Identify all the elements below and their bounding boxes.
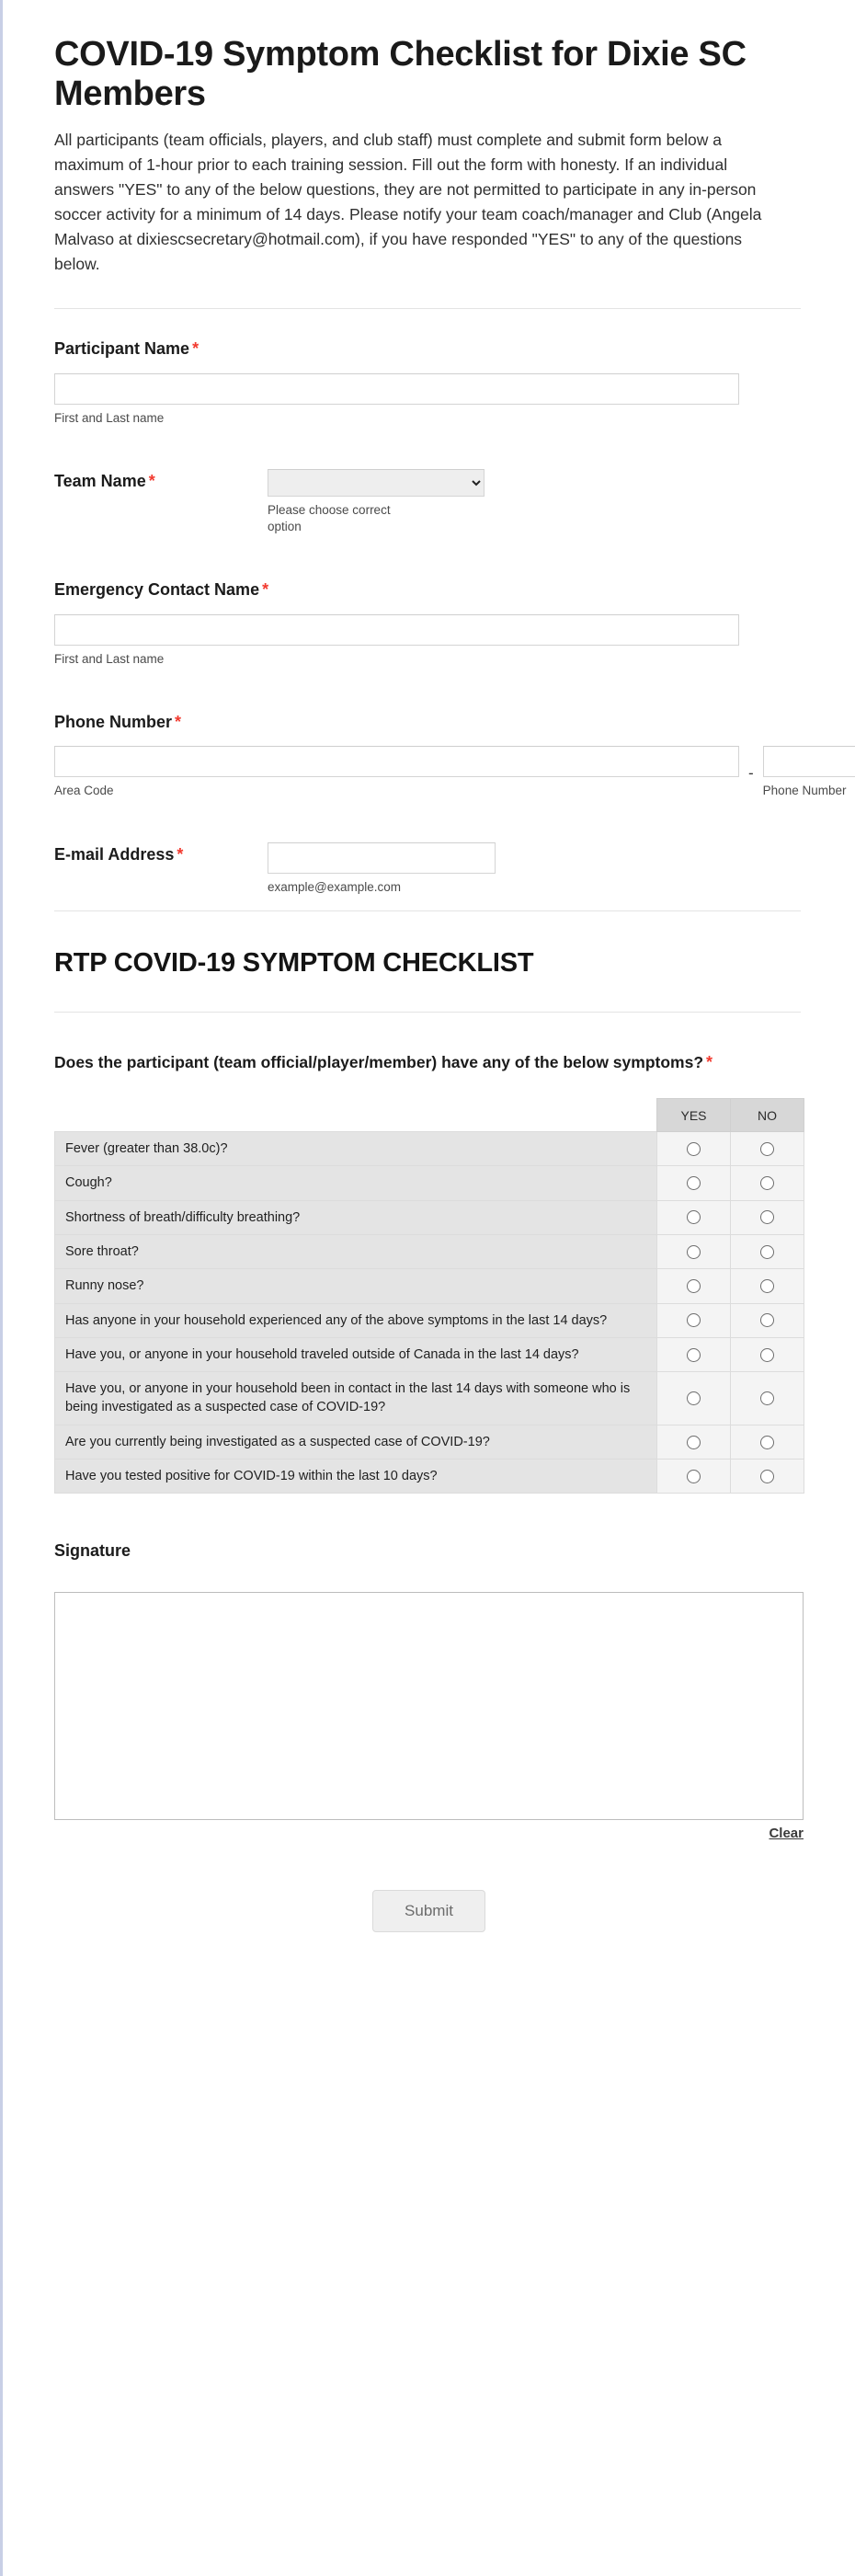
radio-yes-icon[interactable] xyxy=(687,1313,701,1327)
symptom-question-text: Has anyone in your household experienced any of the above symptoms in the last 14 days? xyxy=(55,1303,657,1337)
radio-yes-icon[interactable] xyxy=(687,1142,701,1156)
radio-cell-no[interactable] xyxy=(731,1166,804,1200)
field-phone-number xyxy=(54,682,847,815)
symptom-checklist-table xyxy=(54,1098,804,1494)
required-asterisk: * xyxy=(148,471,155,490)
radio-cell-yes[interactable] xyxy=(657,1234,731,1268)
phone-area-code-input[interactable] xyxy=(54,746,739,777)
submit-button[interactable]: Submit xyxy=(372,1890,485,1932)
table-row xyxy=(55,1132,804,1166)
phone-area-code-hint: Area Code xyxy=(54,784,114,798)
radio-cell-yes[interactable] xyxy=(657,1303,731,1337)
radio-no-icon[interactable] xyxy=(760,1245,774,1259)
radio-yes-icon[interactable] xyxy=(687,1210,701,1224)
required-asterisk: * xyxy=(177,844,184,864)
participant-name-hint: First and Last name xyxy=(54,410,165,425)
checklist-section-title: RTP COVID-19 SYMPTOM CHECKLIST xyxy=(54,947,534,978)
table-row xyxy=(55,1269,804,1303)
required-asterisk: * xyxy=(175,713,182,732)
radio-cell-yes[interactable] xyxy=(657,1460,731,1494)
signature-pad[interactable] xyxy=(54,1592,804,1820)
phone-number-hint: Phone Number xyxy=(762,784,847,798)
radio-cell-no[interactable] xyxy=(731,1425,804,1459)
submit-row xyxy=(54,1842,804,1987)
phone-number-input[interactable] xyxy=(763,746,855,777)
field-team-name xyxy=(54,441,801,550)
email-address-label: E-mail Address * xyxy=(54,844,184,864)
radio-cell-yes[interactable] xyxy=(657,1337,731,1371)
field-participant-name xyxy=(54,309,801,441)
symptom-question-text: Are you currently being investigated as a suspected case of COVID-19? xyxy=(55,1425,657,1459)
symptom-question-text: Have you, or anyone in your household been in contact in the last 14 days with someone who is being investigated as a suspected case of COVID-19? xyxy=(55,1372,657,1425)
radio-cell-yes[interactable] xyxy=(657,1372,731,1425)
phone-area-code-group xyxy=(54,746,739,799)
radio-cell-yes[interactable] xyxy=(657,1200,731,1234)
phone-separator: - xyxy=(748,763,754,782)
radio-cell-no[interactable] xyxy=(731,1200,804,1234)
participant-name-label: Participant Name * xyxy=(54,339,200,359)
symptom-question-text: Shortness of breath/difficulty breathing? xyxy=(55,1200,657,1234)
required-asterisk: * xyxy=(706,1052,713,1071)
email-address-hint: example@example.com xyxy=(268,879,402,894)
team-name-hint: Please choose correct option xyxy=(268,502,391,534)
emergency-contact-name-hint: First and Last name xyxy=(54,651,165,666)
page-left-accent-edge xyxy=(0,0,3,2576)
phone-number-group xyxy=(763,746,855,799)
radio-yes-icon[interactable] xyxy=(687,1436,701,1449)
radio-no-icon[interactable] xyxy=(760,1436,774,1449)
radio-yes-icon[interactable] xyxy=(687,1348,701,1362)
symptom-question-text: Runny nose? xyxy=(55,1269,657,1303)
radio-yes-icon[interactable] xyxy=(687,1470,701,1483)
radio-cell-yes[interactable] xyxy=(657,1132,731,1166)
table-header-row xyxy=(55,1099,804,1132)
form-card xyxy=(30,0,847,2576)
field-email-address xyxy=(54,815,801,910)
radio-no-icon[interactable] xyxy=(760,1176,774,1190)
table-header-blank xyxy=(55,1099,657,1132)
radio-cell-no[interactable] xyxy=(731,1460,804,1494)
email-address-input[interactable] xyxy=(268,842,496,874)
symptom-question-text: Have you, or anyone in your household traveled outside of Canada in the last 14 days? xyxy=(55,1337,657,1371)
page-title: COVID-19 Symptom Checklist for Dixie SC Members xyxy=(54,35,747,114)
required-asterisk: * xyxy=(262,580,269,600)
radio-no-icon[interactable] xyxy=(760,1348,774,1362)
table-header-yes: YES xyxy=(657,1099,731,1132)
radio-cell-no[interactable] xyxy=(731,1234,804,1268)
radio-cell-yes[interactable] xyxy=(657,1166,731,1200)
signature-clear-row xyxy=(54,1820,804,1842)
checklist-question-heading: Does the participant (team official/player/member) have any of the below symptoms? * xyxy=(54,1052,713,1071)
radio-no-icon[interactable] xyxy=(760,1391,774,1405)
table-row xyxy=(55,1234,804,1268)
team-name-select[interactable] xyxy=(268,469,484,497)
emergency-contact-name-label: Emergency Contact Name * xyxy=(54,580,269,600)
required-asterisk: * xyxy=(192,339,200,359)
symptom-question-text: Fever (greater than 38.0c)? xyxy=(55,1132,657,1166)
radio-yes-icon[interactable] xyxy=(687,1279,701,1293)
radio-yes-icon[interactable] xyxy=(687,1391,701,1405)
table-row xyxy=(55,1200,804,1234)
radio-cell-no[interactable] xyxy=(731,1269,804,1303)
radio-cell-no[interactable] xyxy=(731,1372,804,1425)
emergency-contact-name-input[interactable] xyxy=(54,614,739,646)
table-row xyxy=(55,1166,804,1200)
radio-no-icon[interactable] xyxy=(760,1210,774,1224)
symptom-question-text: Sore throat? xyxy=(55,1234,657,1268)
table-row xyxy=(55,1425,804,1459)
radio-yes-icon[interactable] xyxy=(687,1245,701,1259)
form-intro-text: All participants (team officials, players, and club staff) must complete and submit form below a maximum of 1-hour prior to each training session. Fill out the form with honesty. If an individual answers "YES" to any of the below questions, they are not permitted to participate in any in-person soccer activity for a minimum of 14 days. Please notify your team coach/manager and Club (Angela Malvaso at dixiescsecretary@hotmail.com), if you have responded "YES" to any of the questions below. xyxy=(54,130,762,274)
radio-yes-icon[interactable] xyxy=(687,1176,701,1190)
phone-number-label: Phone Number * xyxy=(54,713,182,732)
team-name-label: Team Name * xyxy=(54,471,155,490)
radio-cell-yes[interactable] xyxy=(657,1269,731,1303)
radio-cell-yes[interactable] xyxy=(657,1425,731,1459)
radio-no-icon[interactable] xyxy=(760,1313,774,1327)
radio-cell-no[interactable] xyxy=(731,1337,804,1371)
radio-cell-no[interactable] xyxy=(731,1132,804,1166)
field-emergency-contact-name xyxy=(54,550,801,682)
table-header-no: NO xyxy=(731,1099,804,1132)
radio-cell-no[interactable] xyxy=(731,1303,804,1337)
table-row xyxy=(55,1460,804,1494)
participant-name-input[interactable] xyxy=(54,373,739,405)
table-row xyxy=(55,1337,804,1371)
signature-label: Signature xyxy=(54,1541,131,1561)
radio-no-icon[interactable] xyxy=(760,1470,774,1483)
symptom-question-text: Cough? xyxy=(55,1166,657,1200)
clear-signature-link[interactable]: Clear xyxy=(769,1826,804,1842)
table-row xyxy=(55,1303,804,1337)
symptom-question-text: Have you tested positive for COVID-19 within the last 10 days? xyxy=(55,1460,657,1494)
radio-no-icon[interactable] xyxy=(760,1279,774,1293)
radio-no-icon[interactable] xyxy=(760,1142,774,1156)
table-row xyxy=(55,1372,804,1425)
